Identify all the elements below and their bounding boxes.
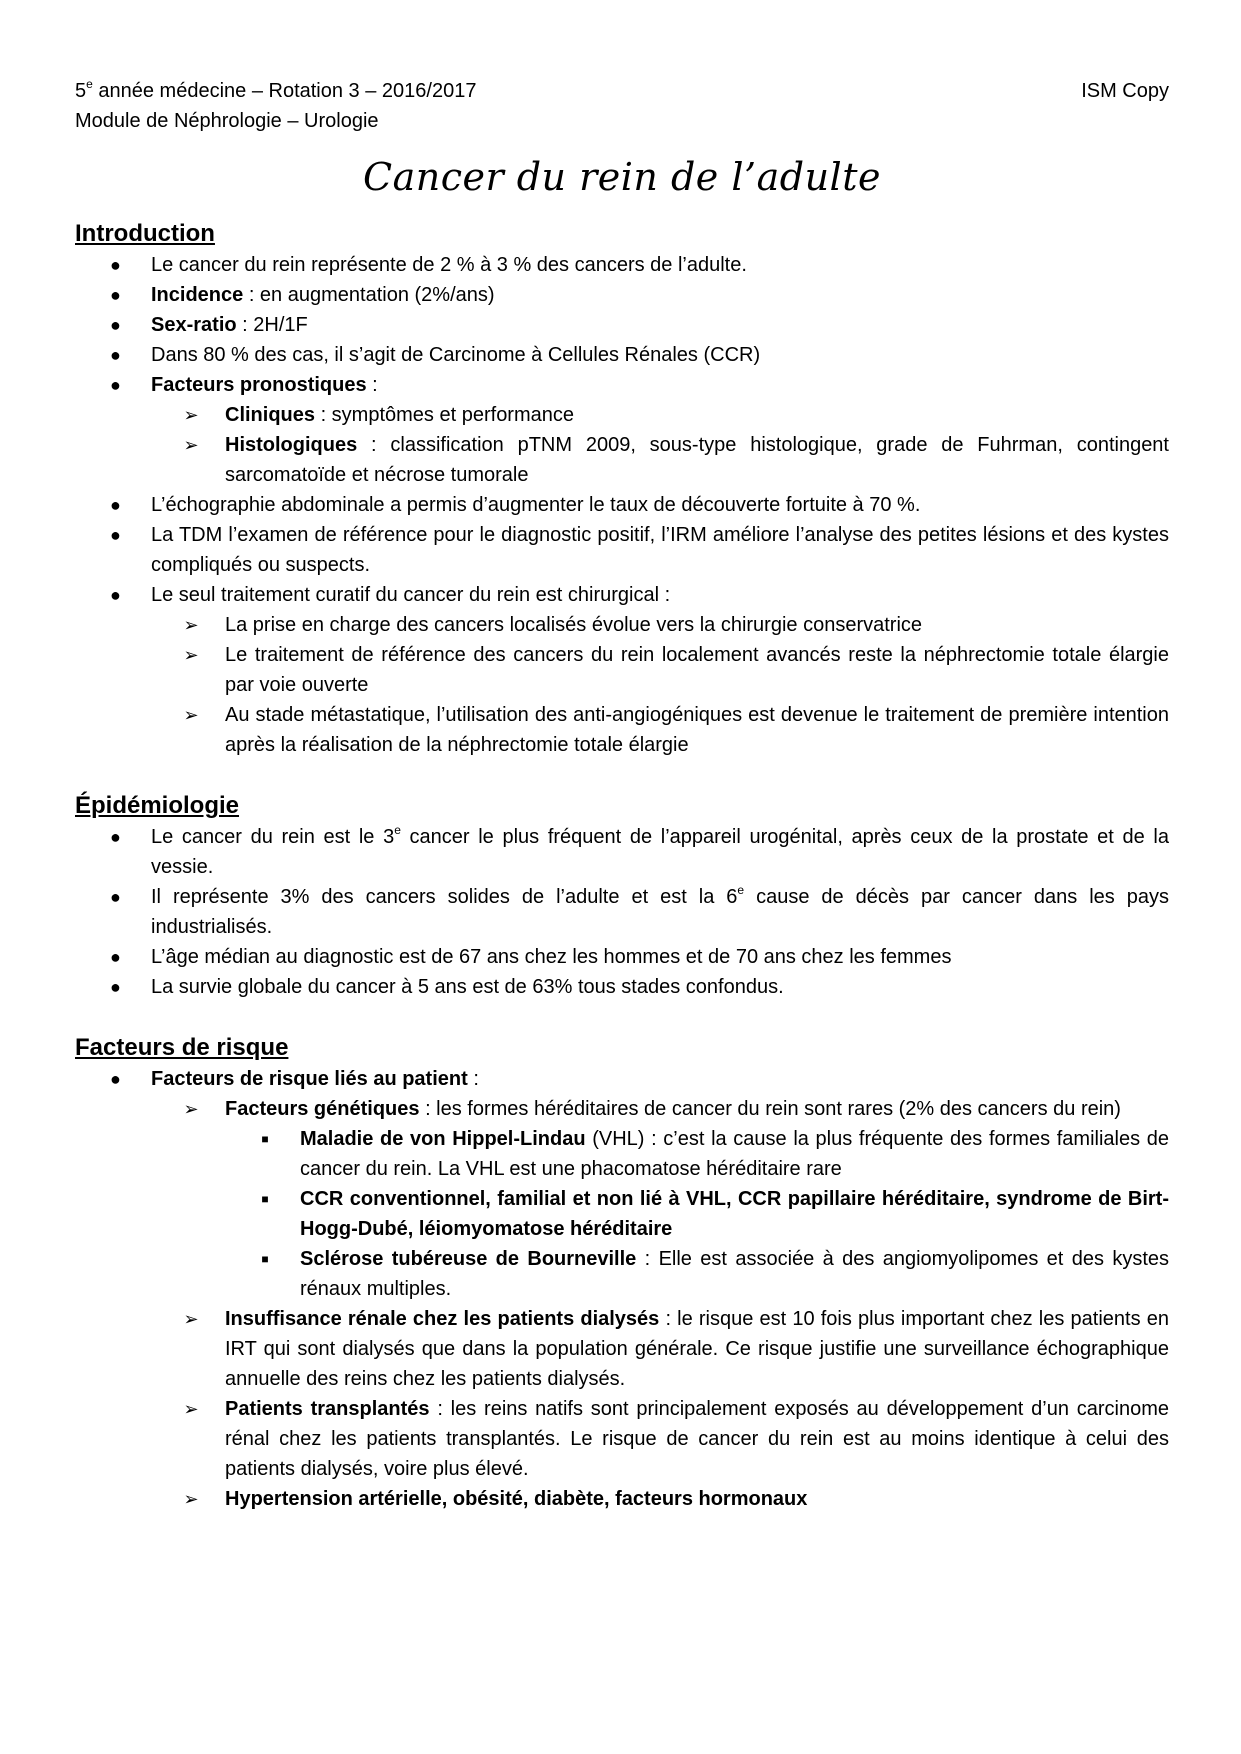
list-item: ● Incidence : en augmentation (2%/ans): [75, 280, 1169, 310]
sub-sub-list-item: ■ Maladie de von Hippel-Lindau (VHL) : c’est la cause la plus fréquente des formes familiales de cancer du rein. La VHL est une phacomatose héréditaire rare: [75, 1124, 1169, 1184]
sub-sub-list: [75, 1124, 1169, 1304]
arrow-bullet-icon: ➢: [183, 705, 199, 725]
sub-list-item: ➢ La prise en charge des cancers localisés évolue vers la chirurgie conservatrice: [75, 610, 1169, 640]
bullet-icon: ●: [110, 315, 121, 335]
document-page: [75, 76, 1169, 1514]
arrow-bullet-icon: ➢: [183, 615, 199, 635]
sub-list-item: ➢ Cliniques : symptômes et performance: [75, 400, 1169, 430]
list-item: ● Il représente 3% des cancers solides de l’adulte et est la 6e cause de décès par cancer dans les pays industrialisés.: [110, 883, 1169, 938]
section-heading-facteurs-de-risque: Facteurs de risque: [75, 1034, 289, 1061]
arrow-bullet-icon: ➢: [183, 405, 199, 425]
list-item: ● Dans 80 % des cas, il s’agit de Carcinome à Cellules Rénales (CCR): [75, 340, 1169, 370]
arrow-bullet-icon: ➢: [183, 435, 199, 455]
list-item: ● L’échographie abdominale a permis d’augmenter le taux de découverte fortuite à 70 %.: [75, 490, 1169, 520]
sub-sub-list-item: ■ CCR conventionnel, familial et non lié à VHL, CCR papillaire héréditaire, syndrome de Birt-Hogg-Dubé, léiomyomatose héréditaire: [75, 1184, 1169, 1244]
square-bullet-icon: ■: [261, 1192, 269, 1206]
section-heading-epidemiologie: Épidémiologie: [75, 792, 240, 819]
arrow-bullet-icon: ➢: [183, 1309, 199, 1329]
list-item: ● La TDM l’examen de référence pour le diagnostic positif, l’IRM améliore l’analyse des petites lésions et des kystes compliqués ou suspects.: [75, 520, 1169, 580]
bullet-icon: ●: [110, 887, 121, 907]
arrow-bullet-icon: ➢: [183, 1099, 199, 1119]
sub-list-item: ➢ Hypertension artérielle, obésité, diabète, facteurs hormonaux: [75, 1484, 1169, 1514]
list-item: ● Facteurs de risque liés au patient : ➢ Facteurs génétiques : les formes héréditaires de cancer du rein sont rares (2% des cancers du rein) ■ Maladie de von Hippel-Lindau (VHL) : c’est la cause la plus fréquente des formes familiales de cancer du rein. La VHL est une phacomatose héréditaire rare ■ CCR conventionnel, familial et non lié à VHL, CCR papillaire héréditaire, syndrome de Birt-Hogg-Dubé, léiomyomatose héréditaire ■ Sclérose tubéreuse de Bourneville : Elle est associée à des angiomyolipomes et des kystes rénaux multiples. ➢ Insuffisance rénale chez les patients dialysés : le risque est 10 fois plus important chez les patients en IRT qui sont dialysés que dans la population générale. Ce risque justifie une surveillance échographique annuelle des reins chez les patients dialysés. ➢ Patients transplantés : les reins natifs sont principalement exposés au développement d’un carcinome rénal chez les patients transplantés. Le risque de cancer du rein est au moins identique à celui des patients dialysés, voire plus élevé. ➢ Hypertension artérielle, obésité, diabète, facteurs hormonaux: [75, 1064, 1169, 1514]
bullet-icon: ●: [110, 375, 121, 395]
sub-list-item: ➢ Insuffisance rénale chez les patients dialysés : le risque est 10 fois plus important chez les patients en IRT qui sont dialysés que dans la population générale. Ce risque justifie une surveillance échographique annuelle des reins chez les patients dialysés.: [75, 1304, 1169, 1394]
section-heading-introduction: Introduction: [75, 220, 215, 247]
bullet-icon: ●: [110, 285, 121, 305]
square-bullet-icon: ■: [261, 1252, 269, 1266]
sub-list-item: ➢ Histologiques : classification pTNM 2009, sous-type histologique, grade de Fuhrman, contingent sarcomatoïde et nécrose tumorale: [75, 430, 1169, 490]
page-title: Cancer du rein de l’adulte: [363, 155, 881, 199]
source-label: ISM Copy: [1081, 80, 1169, 102]
bullet-icon: ●: [110, 1069, 121, 1089]
square-bullet-icon: ■: [261, 1132, 269, 1146]
sub-list-item: ➢ Patients transplantés : les reins natifs sont principalement exposés au développement d’un carcinome rénal chez les patients transplantés. Le risque de cancer du rein est au moins identique à celui des patients dialysés, voire plus élevé.: [75, 1394, 1169, 1484]
sub-list-item: ➢ Au stade métastatique, l’utilisation des anti-angiogéniques est devenue le traitement de première intention après la réalisation de la néphrectomie totale élargie: [75, 700, 1169, 760]
arrow-bullet-icon: ➢: [183, 1489, 199, 1509]
bullet-icon: ●: [110, 345, 121, 365]
sub-list: [75, 400, 1169, 490]
list-item: ● L’âge médian au diagnostic est de 67 ans chez les hommes et de 70 ans chez les femmes: [75, 942, 1169, 972]
bullet-icon: ●: [110, 525, 121, 545]
bullet-icon: ●: [110, 255, 121, 275]
list-item: ● Le seul traitement curatif du cancer du rein est chirurgical : ➢ La prise en charge des cancers localisés évolue vers la chirurgie conservatrice ➢ Le traitement de référence des cancers du rein localement avancés reste la néphrectomie totale élargie par voie ouverte ➢ Au stade métastatique, l’utilisation des anti-angiogéniques est devenue le traitement de première intention après la réalisation de la néphrectomie totale élargie: [75, 580, 1169, 760]
arrow-bullet-icon: ➢: [183, 1399, 199, 1419]
epidemiologie-list: [75, 822, 1169, 1002]
bullet-icon: ●: [110, 947, 121, 967]
course-info: 5e année médecine – Rotation 3 – 2016/2017: [75, 77, 477, 102]
module-info: Module de Néphrologie – Urologie: [75, 110, 379, 132]
bullet-icon: ●: [110, 977, 121, 997]
bullet-icon: ●: [110, 495, 121, 515]
facteurs-list: [75, 1064, 1169, 1514]
arrow-bullet-icon: ➢: [183, 645, 199, 665]
sub-list-item: ➢ Le traitement de référence des cancers du rein localement avancés reste la néphrectomie totale élargie par voie ouverte: [75, 640, 1169, 700]
sub-list: [75, 610, 1169, 760]
list-item: ● Facteurs pronostiques : ➢ Cliniques : symptômes et performance ➢ Histologiques : classification pTNM 2009, sous-type histologique, grade de Fuhrman, contingent sarcomatoïde et nécrose tumorale: [75, 370, 1169, 490]
list-item: ● La survie globale du cancer à 5 ans est de 63% tous stades confondus.: [75, 972, 1169, 1002]
introduction-list: [75, 250, 1169, 760]
list-item: ● Le cancer du rein représente de 2 % à 3 % des cancers de l’adulte.: [75, 250, 1169, 280]
sub-list: [75, 1094, 1169, 1514]
header-line-1: [75, 76, 1169, 106]
list-item: ● Le cancer du rein est le 3e cancer le plus fréquent de l’appareil urogénital, après ceux de la prostate et de la vessie.: [110, 823, 1169, 878]
sub-sub-list-item: ■ Sclérose tubéreuse de Bourneville : Elle est associée à des angiomyolipomes et des kystes rénaux multiples.: [75, 1244, 1169, 1304]
bullet-icon: ●: [110, 827, 121, 847]
list-item: ● Sex-ratio : 2H/1F: [75, 310, 1169, 340]
sub-list-item: ➢ Facteurs génétiques : les formes héréditaires de cancer du rein sont rares (2% des cancers du rein) ■ Maladie de von Hippel-Lindau (VHL) : c’est la cause la plus fréquente des formes familiales de cancer du rein. La VHL est une phacomatose héréditaire rare ■ CCR conventionnel, familial et non lié à VHL, CCR papillaire héréditaire, syndrome de Birt-Hogg-Dubé, léiomyomatose héréditaire ■ Sclérose tubéreuse de Bourneville : Elle est associée à des angiomyolipomes et des kystes rénaux multiples.: [75, 1094, 1169, 1304]
bullet-icon: ●: [110, 585, 121, 605]
